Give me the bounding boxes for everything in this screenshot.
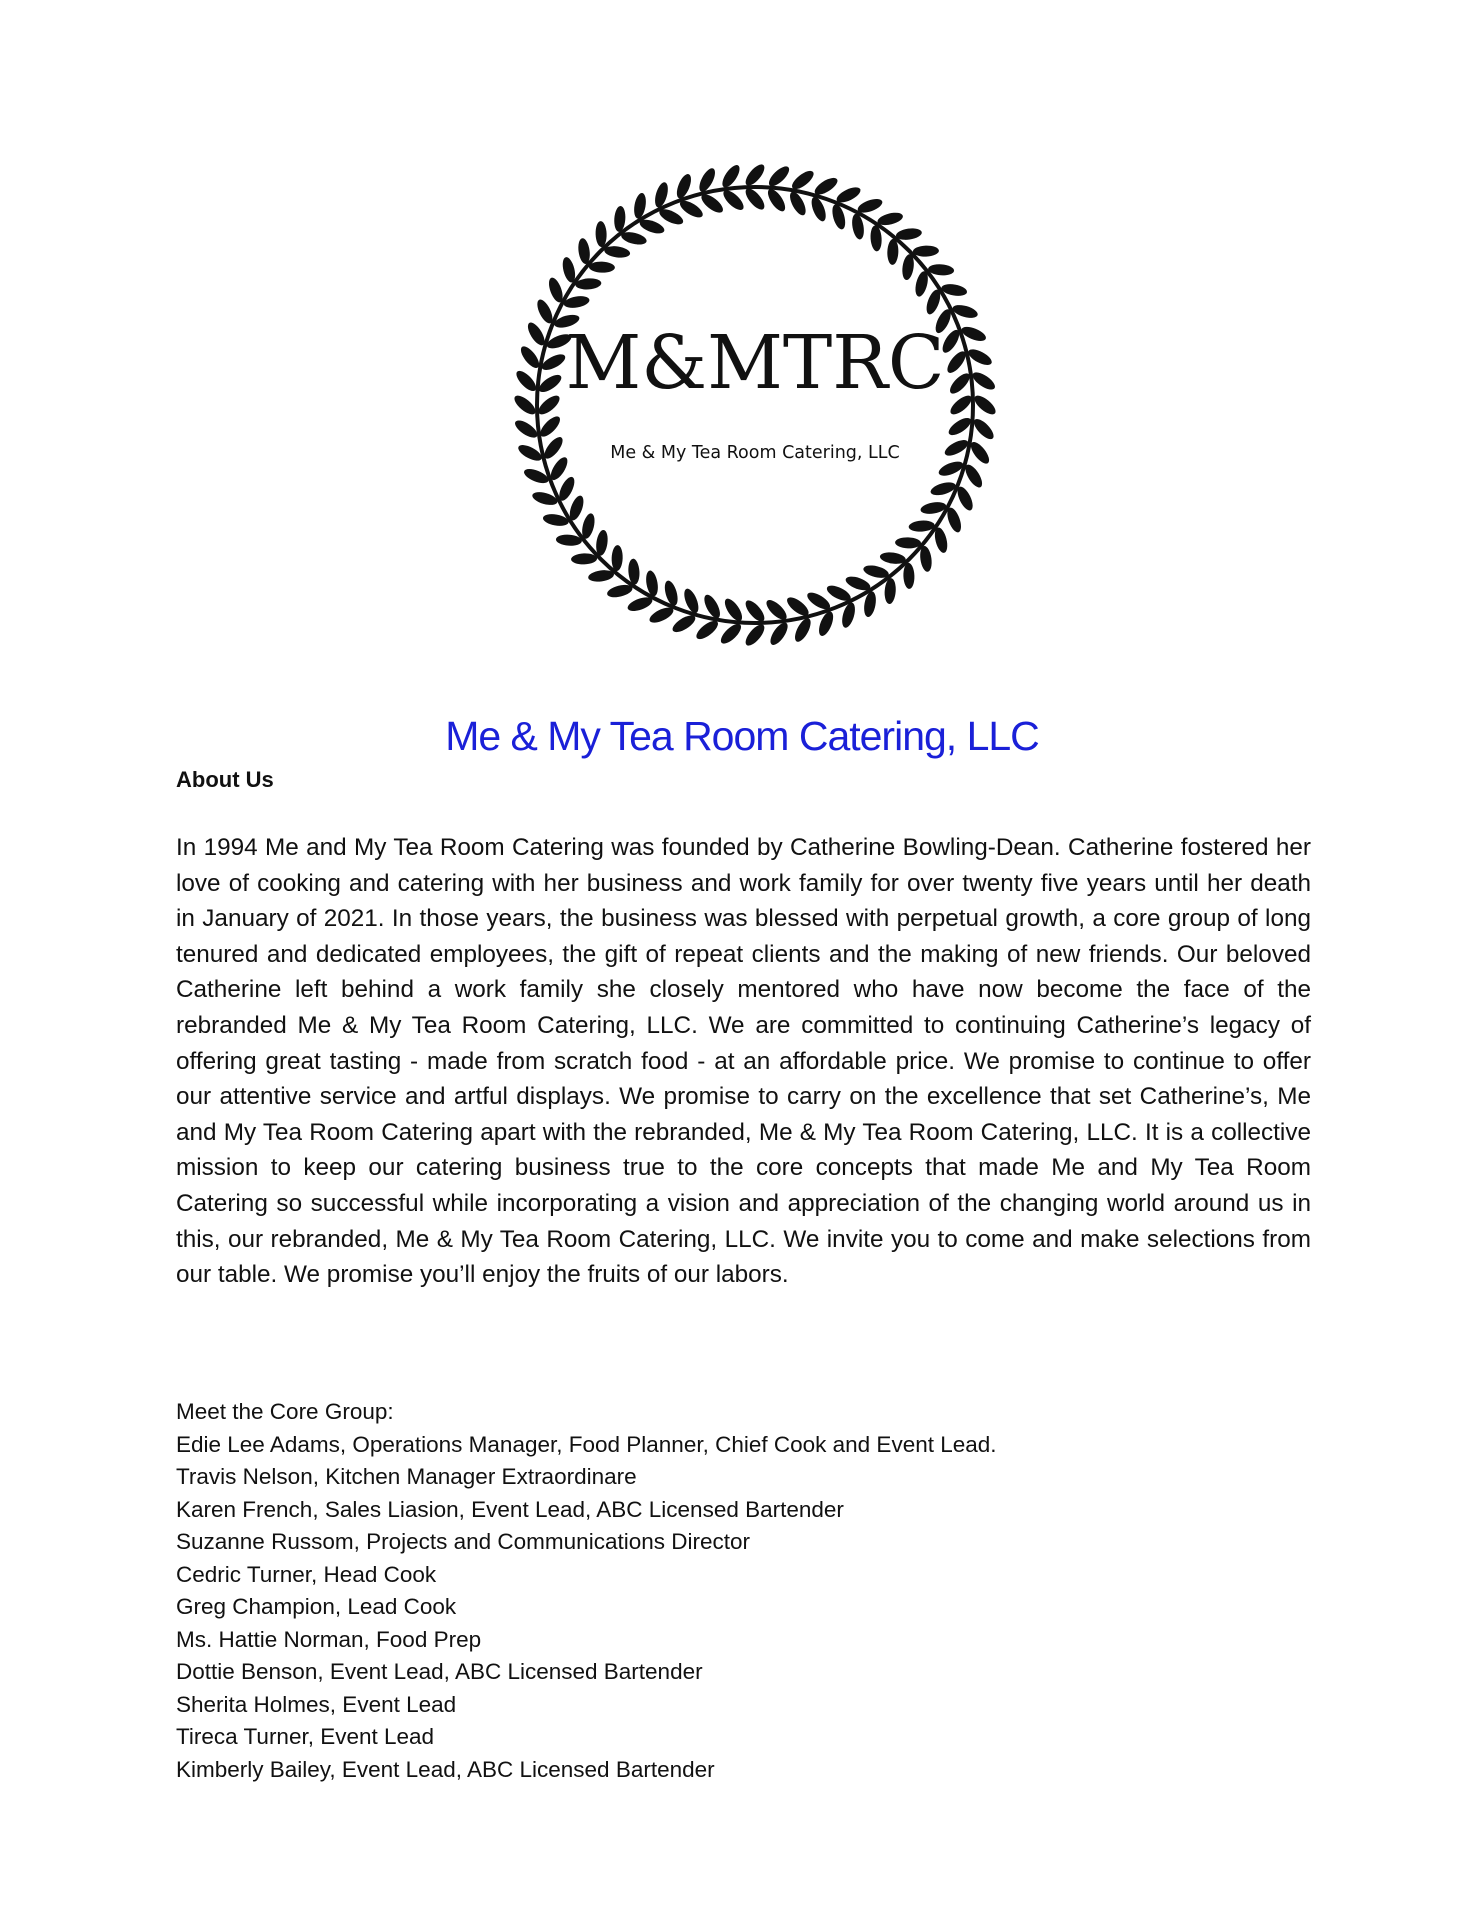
wreath-leaf: [895, 537, 921, 549]
wreath-leaf: [887, 239, 899, 265]
list-item: Cedric Turner, Head Cook: [176, 1561, 437, 1587]
wreath-leaf: [595, 221, 607, 247]
list-item: Suzanne Russom, Projects and Communications Director: [176, 1529, 750, 1554]
company-logo: [500, 150, 1010, 660]
wreath-leaf: [512, 392, 539, 417]
list-item: Edie Lee Adams, Operations Manager, Food Planner, Chief Cook and Event Lead.: [176, 1431, 997, 1457]
list-item: Travis Nelson, Kitchen Manager Extraordinare: [176, 1464, 637, 1489]
logo-tagline: Me & My Tea Room Catering, LLC: [610, 443, 900, 463]
wreath-leaf: [718, 621, 744, 647]
wreath-leaf: [766, 163, 792, 189]
wreath-leaf: [537, 413, 563, 439]
core-group-heading: Meet the Core Group:: [176, 1399, 394, 1424]
wreath-leaf: [589, 261, 615, 273]
wreath-leaf: [742, 186, 767, 213]
logo-initials: M&MTRC: [565, 320, 945, 406]
wreath-leaf: [536, 392, 563, 417]
wreath-leaf: [947, 370, 973, 396]
wreath-leaf: [513, 368, 539, 394]
wreath-leaf: [611, 545, 623, 571]
wreath-leaf: [913, 245, 939, 257]
laurel-wreath-icon: [500, 150, 1010, 660]
list-item: Ms. Hattie Norman, Food Prep: [176, 1626, 482, 1652]
core-group-section: [176, 1396, 1311, 1786]
wreath-leaf: [720, 187, 746, 213]
list-item: Tireca Turner, Event Lead: [176, 1724, 435, 1749]
wreath-leaf: [903, 563, 915, 589]
wreath-leaf: [571, 553, 597, 565]
list-item: Dottie Benson, Event Lead, ABC Licensed Bartender: [176, 1659, 703, 1684]
wreath-leaf: [948, 392, 975, 417]
wreath-leaf: [972, 392, 999, 417]
wreath-leaf: [763, 597, 789, 623]
about-paragraph: In 1994 Me and My Tea Room Catering was founded by Catherine Bowling-Dean. Catherine fostered her love of cooking and catering with her business and work family for over twenty five years until her death in January of 2021. In those years, the business was blessed with perpetual growth, a core group of long tenured and dedicated employees, the gift of repeat clients and the making of new friends. Our beloved Catherine left behind a work family she closely mentored who have now become the face of the rebranded Me & My Tea Room Catering, LLC. We are committed to continuing Catherine’s legacy of offering great tasting - made from scratch food - at an affordable price. We promise to continue to offer our attentive service and artful displays. We promise to carry on the excellence that set Catherine’s, Me and My Tea Room Catering apart with the rebranded, Me & My Tea Room Catering, LLC. It is a collective mission to keep our catering business true to the core concepts that made Me and My Tea Room Catering so successful while incorporating a vision and appreciation of the changing world around us in this, our rebranded, Me & My Tea Room Catering, LLC. We invite you to come and make selections from our table. We promise you’ll enjoy the fruits of our labors.: [176, 834, 1311, 1289]
page-title: Me & My Tea Room Catering, LLC: [445, 713, 1039, 759]
wreath-leaf: [742, 598, 767, 625]
wreath-leaf: [742, 162, 767, 189]
list-item: Sherita Holmes, Event Lead: [176, 1691, 457, 1717]
wreath-leaf: [971, 416, 997, 442]
about-heading: About Us: [176, 767, 274, 792]
member-list: [176, 1429, 1311, 1787]
wreath-leaf: [742, 622, 767, 649]
list-item: Karen French, Sales Liasion, Event Lead, ABC Licensed Bartender: [176, 1496, 844, 1522]
list-item: Kimberly Bailey, Event Lead, ABC Licensed Bartender: [176, 1756, 715, 1782]
list-item: Greg Champion, Lead Cook: [176, 1594, 457, 1619]
